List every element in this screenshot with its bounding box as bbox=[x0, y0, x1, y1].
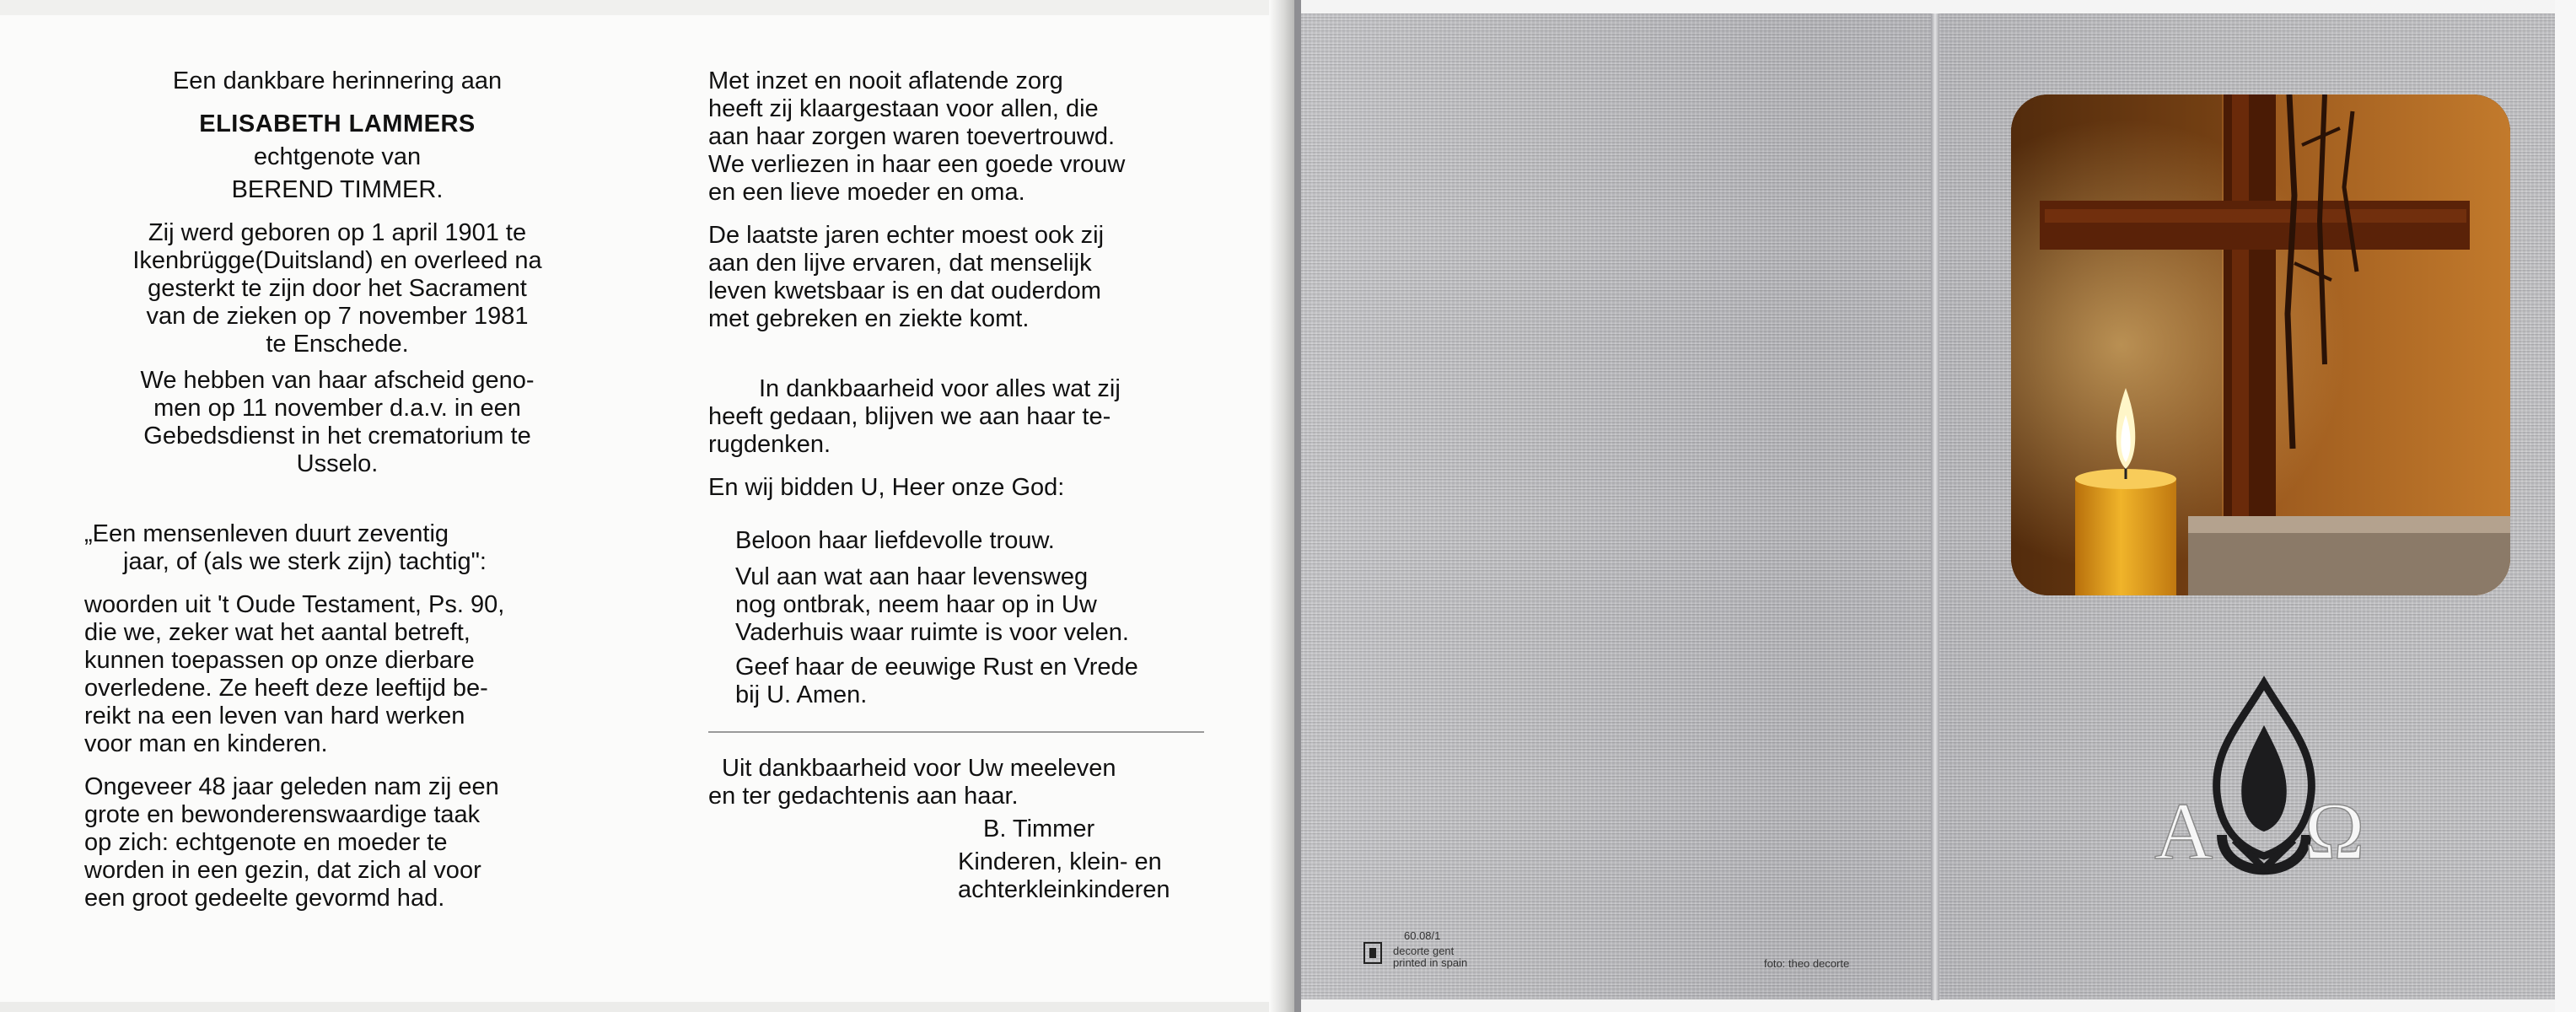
text-line: aan den lijve ervaren, dat menselijk bbox=[708, 250, 1092, 277]
candle-cross-photo bbox=[2011, 94, 2510, 595]
separator-rule bbox=[708, 731, 1204, 733]
text-line: Gebedsdienst in het crematorium te bbox=[143, 423, 531, 449]
text-line: die we, zeker wat het aantal betreft, bbox=[84, 619, 471, 646]
text-line: Zij werd geboren op 1 april 1901 te bbox=[148, 219, 527, 246]
spouse-name: BEREND TIMMER. bbox=[231, 176, 444, 203]
text-line: van de zieken op 7 november 1981 bbox=[146, 303, 529, 330]
candle-cross-illustration bbox=[2011, 94, 2510, 595]
spouse-prefix: echtgenote van bbox=[253, 143, 422, 170]
text-line: heeft zij klaargestaan voor allen, die bbox=[708, 95, 1099, 122]
publisher-logo-icon bbox=[1363, 942, 1382, 964]
flame-chalice-icon bbox=[2154, 675, 2374, 902]
page-bottom-edge bbox=[0, 1002, 1294, 1012]
text-line: Ongeveer 48 jaar geleden nam zij een bbox=[84, 773, 499, 800]
publisher-name: decorte gent bbox=[1393, 945, 1455, 957]
farewell-paragraph bbox=[84, 367, 590, 478]
deceased-name: ELISABETH LAMMERS bbox=[199, 110, 476, 137]
publisher-code: 60.08/1 bbox=[1404, 929, 1441, 942]
left-column bbox=[84, 67, 590, 912]
text-line: en een lieve moeder en oma. bbox=[708, 179, 1025, 206]
text-line: voor man en kinderen. bbox=[84, 730, 328, 757]
text-line: rugdenken. bbox=[708, 431, 831, 458]
text-line: men op 11 november d.a.v. in een bbox=[153, 395, 521, 422]
cover-top-edge bbox=[1294, 0, 2576, 13]
text-line: te Enschede. bbox=[266, 331, 409, 358]
page-top-edge bbox=[0, 0, 1294, 15]
omega-letter: Ω bbox=[2304, 786, 2365, 876]
text-line: kunnen toepassen op onze dierbare bbox=[84, 647, 475, 674]
card-heading: Een dankbare herinnering aan bbox=[172, 67, 503, 94]
text-line: grote en bewonderenswaardige taak bbox=[84, 801, 481, 828]
text-line: We verliezen in haar een goede vrouw bbox=[708, 151, 1126, 178]
prayer-intro: En wij bidden U, Heer onze God: bbox=[708, 474, 1065, 501]
prayer-line: Vaderhuis waar ruimte is voor velen. bbox=[735, 619, 1129, 646]
prayer-line: Vul aan wat aan haar levensweg bbox=[735, 563, 1089, 590]
text-line: aan haar zorgen waren toevertrouwd. bbox=[708, 123, 1116, 150]
text-line: woorden uit 't Oude Testament, Ps. 90, bbox=[84, 591, 505, 618]
text-line: met gebreken en ziekte komt. bbox=[708, 305, 1030, 332]
thanks-paragraph bbox=[708, 755, 1204, 810]
text-line: jaar, of (als we sterk zijn) tachtig": bbox=[123, 548, 487, 575]
inner-fold-shadow bbox=[1269, 0, 1294, 1012]
printed-in-note: printed in spain bbox=[1393, 956, 1468, 969]
prayer-line: Geef haar de eeuwige Rust en Vrede bbox=[735, 654, 1138, 681]
signature-family-line: achterkleinkinderen bbox=[958, 876, 1170, 903]
text-line: een groot gedeelte gevormd had. bbox=[84, 885, 445, 912]
text-line: en ter gedachtenis aan haar. bbox=[708, 783, 1019, 810]
text-line: worden in een gezin, dat zich al voor bbox=[84, 857, 481, 884]
text-line: Uit dankbaarheid voor Uw meeleven bbox=[722, 755, 1116, 782]
prayer-block bbox=[708, 527, 1204, 709]
text-line: overledene. Ze heeft deze leeftijd be- bbox=[84, 675, 488, 702]
photo-credit: foto: theo decorte bbox=[1764, 957, 1850, 970]
marriage-paragraph bbox=[84, 773, 590, 912]
quote-explanation-paragraph bbox=[84, 591, 590, 758]
prayer-line: nog ontbrak, neem haar op in Uw bbox=[735, 591, 1097, 618]
prayer-line: Beloon haar liefdevolle trouw. bbox=[735, 527, 1055, 554]
text-line: heeft gedaan, blijven we aan haar te- bbox=[708, 403, 1111, 430]
text-line: Met inzet en nooit aflatende zorg bbox=[708, 67, 1063, 94]
birth-death-paragraph bbox=[84, 219, 590, 358]
text-line: reikt na een leven van hard werken bbox=[84, 702, 465, 729]
text-line: gesterkt te zijn door het Sacrament bbox=[148, 275, 527, 302]
signature-block bbox=[708, 816, 1204, 904]
text-line: leven kwetsbaar is en dat ouderdom bbox=[708, 277, 1101, 304]
alpha-omega-emblem bbox=[2154, 675, 2374, 902]
text-line: Ikenbrügge(Duitsland) en overleed na bbox=[132, 247, 542, 274]
signature-family-line: Kinderen, klein- en bbox=[958, 848, 1162, 875]
text-line: We hebben van haar afscheid geno- bbox=[140, 367, 535, 394]
text-line: „Een mensenleven duurt zeventig bbox=[84, 520, 449, 547]
text-line: De laatste jaren echter moest ook zij bbox=[708, 222, 1105, 249]
cover-right-margin bbox=[2555, 0, 2576, 1012]
cover-bottom-edge bbox=[1294, 999, 2576, 1012]
alpha-letter: A bbox=[2154, 786, 2213, 876]
signature-name: B. Timmer bbox=[983, 816, 1095, 842]
right-column bbox=[708, 67, 1204, 904]
text-line: In dankbaarheid voor alles wat zij bbox=[759, 375, 1121, 402]
gratitude-paragraph bbox=[708, 375, 1204, 459]
psalm-quote bbox=[84, 520, 590, 576]
text-line: Usselo. bbox=[296, 450, 379, 477]
text-line: op zich: echtgenote en moeder te bbox=[84, 829, 448, 856]
cover-fold-line bbox=[1931, 13, 1939, 1000]
last-years-paragraph bbox=[708, 222, 1204, 333]
cover-left-edge bbox=[1294, 0, 1301, 1012]
prayer-line: bij U. Amen. bbox=[735, 681, 868, 708]
care-paragraph bbox=[708, 67, 1204, 207]
